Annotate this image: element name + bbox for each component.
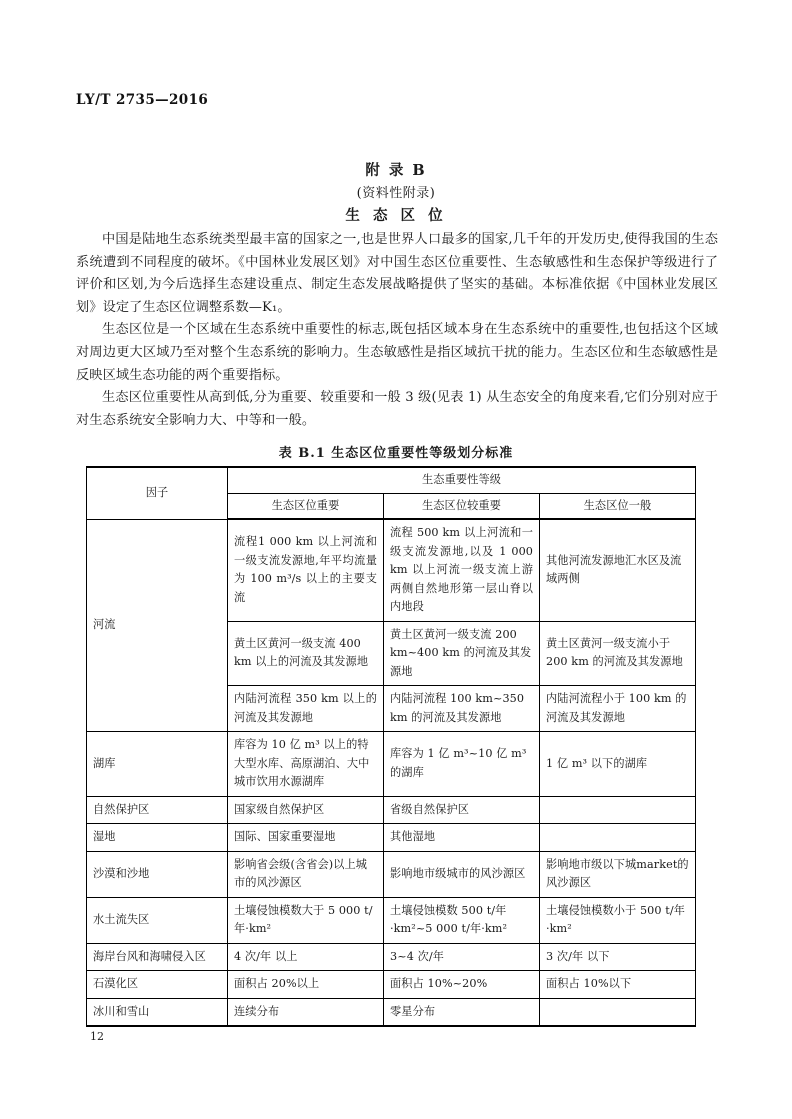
cell-lake-more-important: 库容为 1 亿 m³~10 亿 m³ 的湖库 [384, 732, 540, 797]
cell-reserve-important: 国家级自然保护区 [228, 796, 384, 824]
row-factor-river: 河流 [87, 519, 228, 732]
cell-desert-more-important: 影响地市级城市的风沙源区 [384, 851, 540, 897]
cell-reserve-more-important: 省级自然保护区 [384, 796, 540, 824]
header-level-general: 生态区位一般 [540, 493, 696, 519]
table-row [87, 732, 696, 797]
header-factor: 因子 [87, 467, 228, 519]
cell-inland-river-more-important: 内陆河流程 100 km~350 km 的河流及其发源地 [384, 686, 540, 732]
table-caption: 表 B.1 生态区位重要性等级划分标准 [278, 446, 514, 461]
row-factor-rocky-desertification: 石漠化区 [87, 971, 228, 999]
cell-rocky-important: 面积占 20%以上 [228, 971, 384, 999]
cell-glacier-more-important: 零星分布 [384, 998, 540, 1026]
cell-erosion-important: 土壤侵蚀模数大于 5 000 t/年·km² [228, 897, 384, 943]
document-header: LY/T 2735—2016 [76, 92, 209, 108]
cell-typhoon-more-important: 3~4 次/年 [384, 943, 540, 971]
body-text [76, 229, 718, 432]
cell-river-general: 其他河流发源地汇水区及流域两侧 [540, 519, 696, 621]
cell-wetland-more-important: 其他湿地 [384, 824, 540, 852]
annex-subtitle: (资料性附录) [356, 186, 436, 201]
cell-inland-river-general: 内陆河流程小于 100 km 的河流及其发源地 [540, 686, 696, 732]
annex-title: 附 录 B [365, 162, 427, 179]
table-header-row-top [87, 467, 696, 493]
cell-loess-yellowriver-more-important: 黄土区黄河一级支流 200 km~400 km 的河流及其发源地 [384, 621, 540, 686]
cell-loess-yellowriver-important: 黄土区黄河一级支流 400 km 以上的河流及其发源地 [228, 621, 384, 686]
header-group: 生态重要性等级 [228, 467, 696, 493]
row-factor-soil-erosion: 水土流失区 [87, 897, 228, 943]
table-row [87, 998, 696, 1026]
table-row [87, 943, 696, 971]
header-level-important: 生态区位重要 [228, 493, 384, 519]
ecological-position-table [86, 466, 696, 1027]
cell-loess-yellowriver-general: 黄土区黄河一级支流小于 200 km 的河流及其发源地 [540, 621, 696, 686]
table-row [87, 796, 696, 824]
table-row [87, 971, 696, 999]
cell-lake-important: 库容为 10 亿 m³ 以上的特大型水库、高原湖泊、大中城市饮用水源湖库 [228, 732, 384, 797]
cell-glacier-general [540, 998, 696, 1026]
cell-river-important: 流程1 000 km 以上河流和一级支流发源地,年平均流量为 100 m³/s 以上的主要支流 [228, 519, 384, 621]
cell-typhoon-general: 3 次/年 以下 [540, 943, 696, 971]
cell-river-more-important: 流程 500 km 以上河流和一级支流发源地,以及 1 000 km 以上河流一级支流上游两侧自然地形第一层山脊以内地段 [384, 519, 540, 621]
row-factor-nature-reserve: 自然保护区 [87, 796, 228, 824]
cell-inland-river-important: 内陆河流程 350 km 以上的河流及其发源地 [228, 686, 384, 732]
cell-desert-general: 影响地市级以下城market的风沙源区 [540, 851, 696, 897]
cell-desert-important: 影响省会级(含省会)以上城市的风沙源区 [228, 851, 384, 897]
table-row [87, 519, 696, 621]
table-row [87, 824, 696, 852]
cell-glacier-important: 连续分布 [228, 998, 384, 1026]
table-body [87, 467, 696, 1026]
cell-typhoon-important: 4 次/年 以上 [228, 943, 384, 971]
paragraph-1: 中国是陆地生态系统类型最丰富的国家之一,也是世界人口最多的国家,几千年的开发历史,使得我国的生态系统遭到不同程度的破坏。《中国林业发展区划》对中国生态区位重要性、生态敏感性和生态保护等级进行了评价和区划,为今后选择生态建设重点、制定生态发展战略提供了坚实的基础。本标准依据《中国林业发展区划》设定了生态区位调整系数—K₁。 [76, 232, 718, 315]
page-number: 12 [90, 1030, 104, 1043]
paragraph-3: 生态区位重要性从高到低,分为重要、较重要和一般 3 级(见表 1) 从生态安全的角度来看,它们分别对应于对生态系统安全影响力大、中等和一般。 [76, 390, 718, 428]
cell-rocky-general: 面积占 10%以下 [540, 971, 696, 999]
paragraph-2: 生态区位是一个区域在生态系统中重要性的标志,既包括区域本身在生态系统中的重要性,也包括这个区域对周边更大区域乃至对整个生态系统的影响力。生态敏感性是指区域抗干扰的能力。生态区位和生态敏感性是反映区域生态功能的两个重要指标。 [76, 322, 718, 383]
row-factor-glacier-snowmountain: 冰川和雪山 [87, 998, 228, 1026]
table-row [87, 897, 696, 943]
cell-rocky-more-important: 面积占 10%~20% [384, 971, 540, 999]
cell-lake-general: 1 亿 m³ 以下的湖库 [540, 732, 696, 797]
annex-heading-block [76, 160, 716, 227]
cell-wetland-general [540, 824, 696, 852]
cell-wetland-important: 国际、国家重要湿地 [228, 824, 384, 852]
cell-erosion-general: 土壤侵蚀模数小于 500 t/年·km² [540, 897, 696, 943]
row-factor-lake-reservoir: 湖库 [87, 732, 228, 797]
cell-reserve-general [540, 796, 696, 824]
annex-name: 生 态 区 位 [345, 207, 447, 224]
row-factor-wetland: 湿地 [87, 824, 228, 852]
header-level-more-important: 生态区位较重要 [384, 493, 540, 519]
cell-erosion-more-important: 土壤侵蚀模数 500 t/年·km²~5 000 t/年·km² [384, 897, 540, 943]
row-factor-typhoon-tsunami: 海岸台风和海啸侵入区 [87, 943, 228, 971]
row-factor-desert-sandland: 沙漠和沙地 [87, 851, 228, 897]
table-wrapper [86, 466, 696, 1027]
table-row [87, 851, 696, 897]
